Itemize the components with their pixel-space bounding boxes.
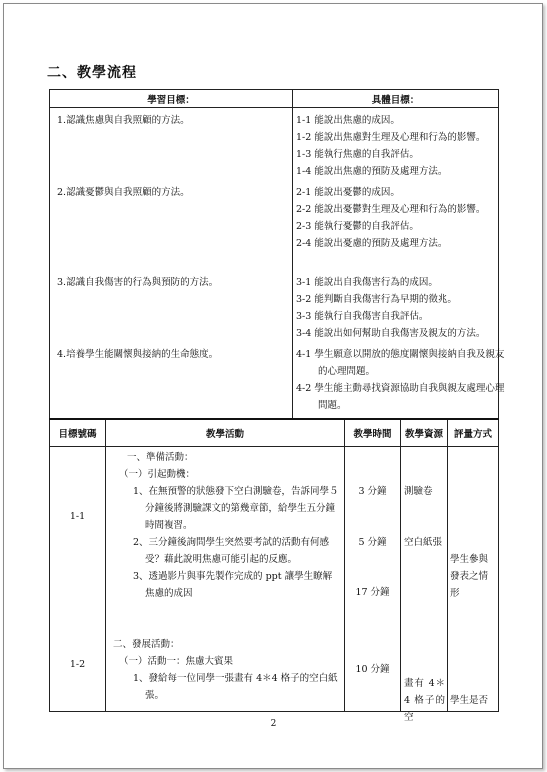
activity-header-row: [50, 419, 499, 447]
specific-goal-text: 4-2 學生能主動尋找資源協助自我與親友處理心理: [296, 383, 505, 394]
activity-row: [50, 447, 499, 712]
activity-step: 3、透過影片與事先製作完成的 ppt 讓學生瞭解焦慮的成因: [133, 571, 333, 599]
evaluation-cell: [448, 447, 499, 712]
activity-cell: [106, 447, 345, 712]
specific-goal-text: 4-1 學生願意以開放的態度關懷與接納自我及親友: [296, 349, 505, 360]
learning-goal-cell: [50, 180, 293, 270]
specific-goal-text: 1-4 能說出焦慮的預防及處理方法。: [296, 166, 448, 177]
activity-step: 1、發給每一位同學一張畫有 4＊4 格子的空白紙張。: [133, 673, 338, 701]
resource-value: 測驗卷: [404, 486, 433, 497]
specific-goal-cell: [293, 180, 499, 270]
evaluation-value: 學生是否: [450, 695, 489, 706]
development-activity-title: 二、發展活動：: [113, 639, 180, 650]
goal-code: 1-1: [69, 511, 86, 522]
specific-goal-text: 1-2 能說出焦慮對生理及心理和行為的影響。: [296, 132, 486, 143]
code-header: 目標號碼: [50, 419, 106, 447]
time-value: 5 分鐘: [358, 537, 387, 548]
learning-goal-text: 1.認識焦慮與自我照顧的方法。: [57, 115, 190, 126]
lesson-plan-table: [49, 89, 505, 723]
evaluation-value: 學生參與發表之情形: [450, 554, 489, 599]
objective-row: [50, 342, 499, 419]
learning-goal-text: 4.培養學生能關懷與接納的生命態度。: [57, 349, 219, 360]
specific-goal-cell: [293, 342, 505, 419]
activity-step: 2、三分鐘後詢問學生突然要考試的活動有何感受？藉此說明焦慮可能引起的反應。: [133, 537, 330, 565]
activity-one-title: （一）活動一：焦慮大賓果: [119, 656, 234, 667]
time-value: 17 分鐘: [355, 587, 390, 598]
learning-goal-cell: [50, 342, 293, 419]
prep-activity-title: 一、準備活動：: [127, 452, 194, 463]
specific-goal-text: 2-2 能說出憂鬱對生理及心理和行為的影響。: [296, 204, 486, 215]
specific-goal-cell: [293, 270, 499, 342]
specific-goal-text: 2-4 能說出憂慮的預防及處理方法。: [296, 238, 448, 249]
specific-goal-text: 3-4 能說出如何幫助自我傷害及親友的方法。: [296, 328, 486, 339]
learning-goal-text: 2.認識憂鬱與自我照顧的方法。: [57, 187, 190, 198]
specific-goal-text: 2-1 能說出憂鬱的成因。: [296, 187, 400, 198]
specific-goal-text: 的心理問題。: [318, 366, 376, 377]
specific-goal-text: 問題。: [318, 400, 347, 411]
objective-row: [50, 108, 499, 181]
objectives-header-row: [50, 90, 499, 108]
specific-goal-text: 3-3 能執行自我傷害自我評估。: [296, 311, 429, 322]
page-number: 2: [270, 719, 277, 729]
time-header: 教學時間: [345, 419, 401, 447]
specific-goal-cell: [293, 108, 499, 181]
evaluation-header: 評量方式: [448, 419, 499, 447]
resource-value: 空白紙張: [404, 537, 443, 548]
learning-goal-header: 學習目標：: [50, 90, 293, 108]
resource-value: 畫有 4＊4 格子的空: [404, 678, 445, 723]
learning-goal-cell: [50, 108, 293, 181]
specific-goal-text: 3-1 能說出自我傷害行為的成因。: [296, 277, 438, 288]
code-cell: [50, 447, 106, 712]
specific-goal-text: 1-3 能執行焦慮的自我評估。: [296, 149, 419, 160]
time-value: 10 分鐘: [355, 664, 390, 675]
objective-row: [50, 180, 499, 270]
resource-header: 教學資源: [401, 419, 448, 447]
specific-goal-text: 2-3 能執行憂鬱的自我評估。: [296, 221, 419, 232]
time-cell: [345, 447, 401, 712]
objective-row: [50, 270, 499, 342]
specific-goal-text: 1-1 能說出焦慮的成因。: [296, 115, 400, 126]
time-value: 3 分鐘: [358, 486, 387, 497]
resource-cell: [401, 447, 448, 723]
activity-header: 教學活動: [106, 419, 345, 447]
specific-goal-text: 3-2 能判斷自我傷害行為早期的徵兆。: [296, 294, 457, 305]
specific-goal-header: 具體目標：: [293, 90, 499, 108]
motivation-title: （一）引起動機：: [119, 469, 196, 480]
activity-step: 1、在無預警的狀態發下空白測驗卷，告訴同學５分鐘後將測驗課文的第幾章節，給學生五分鐘時間複習。: [133, 486, 339, 531]
goal-code: 1-2: [69, 659, 86, 670]
learning-goal-cell: [50, 270, 293, 342]
learning-goal-text: 3.認識自我傷害的行為與預防的方法。: [57, 277, 219, 288]
section-title: 二、教學流程: [47, 65, 137, 81]
